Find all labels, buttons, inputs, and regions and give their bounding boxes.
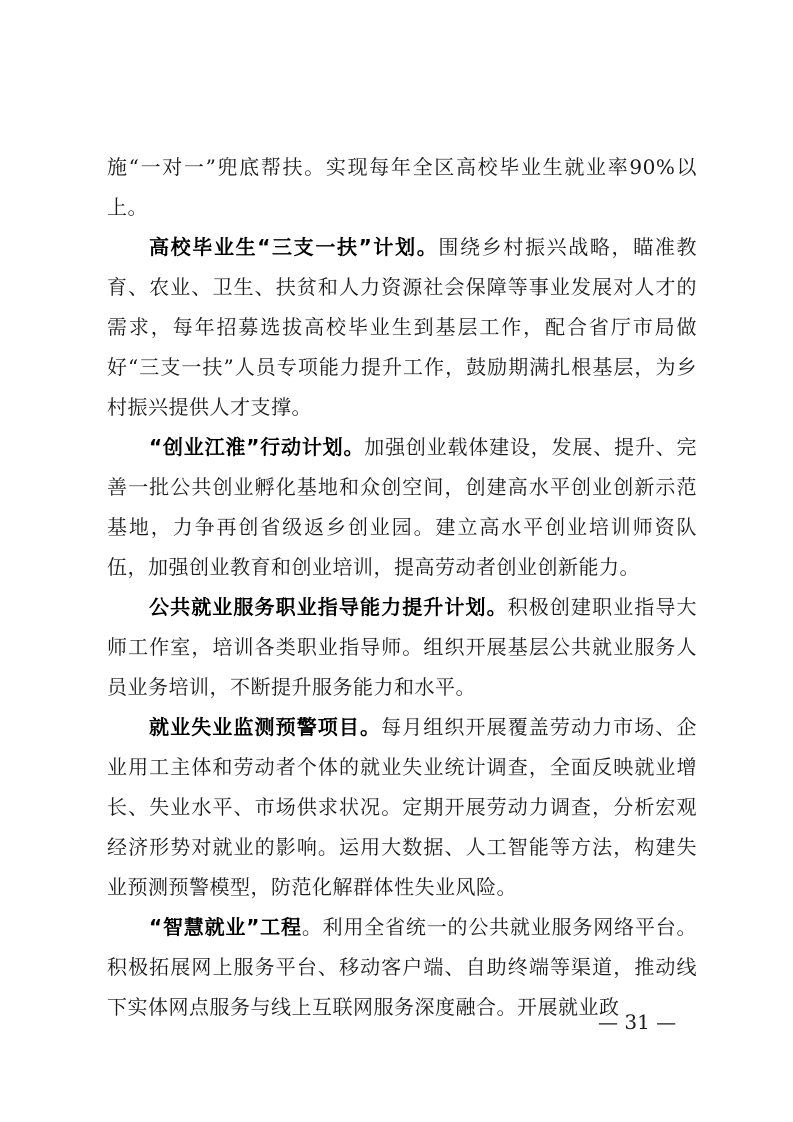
paragraph-text: 每月组织开展覆盖劳动力市场、企业用工主体和劳动者个体的就业失业统计调查，全面反映就业增长、失业水平、市场供求状况。定期开展劳动力调查，分析宏观经济形势对就业的影响。运用大数据、人工智能等方法，构建失业预测预警模型，防范化解群体性失业风险。 — [107, 715, 698, 899]
paragraph-text: 施“一对一”兜底帮扶。实现每年全区高校毕业生就业率90%以上。 — [107, 155, 697, 219]
paragraph-heading: “创业江淮”行动计划。 — [149, 435, 365, 459]
paragraph-text: 积极创建职业指导大师工作室，培训各类职业指导师。组织开展基层公共就业服务人员业务培训，不断提升服务能力和水平。 — [107, 595, 698, 699]
page-number: — 31 — — [598, 1010, 677, 1034]
paragraph-smart-employment — [107, 907, 697, 1027]
document-body — [107, 147, 697, 1027]
paragraph-continuation — [107, 147, 697, 227]
paragraph-text: 加强创业载体建设，发展、提升、完善一批公共创业孵化基地和众创空间，创建高水平创业创新示范基地，力争再创省级返乡创业园。建立高水平创业培训师资队伍，加强创业教育和创业培训，提高劳动者创业创新能力。 — [107, 435, 697, 579]
paragraph-career-guidance-plan — [107, 587, 697, 707]
paragraph-heading: 公共就业服务职业指导能力提升计划。 — [149, 595, 508, 619]
paragraph-chuangye-jianghuai — [107, 427, 697, 587]
paragraph-text: 。利用全省统一的公共就业服务网络平台。积极拓展网上服务平台、移动客户端、自助终端等渠道，推动线下实体网点服务与线上互联网服务深度融合。开展就业政 — [107, 915, 698, 1019]
paragraph-text: 围绕乡村振兴战略，瞄准教育、农业、卫生、扶贫和人力资源社会保障等事业发展对人才的需求，每年招募选拔高校毕业生到基层工作，配合省厅市局做好“三支一扶”人员专项能力提升工作，鼓励期满扎根基层，为乡村振兴提供人才支撑。 — [107, 235, 698, 419]
paragraph-heading: “智慧就业”工程 — [149, 915, 302, 939]
paragraph-heading: 高校毕业生“三支一扶”计划。 — [149, 235, 439, 259]
paragraph-unemployment-monitoring — [107, 707, 697, 907]
paragraph-sanzhiyifu-plan — [107, 227, 697, 427]
paragraph-heading: 就业失业监测预警项目。 — [149, 715, 382, 739]
